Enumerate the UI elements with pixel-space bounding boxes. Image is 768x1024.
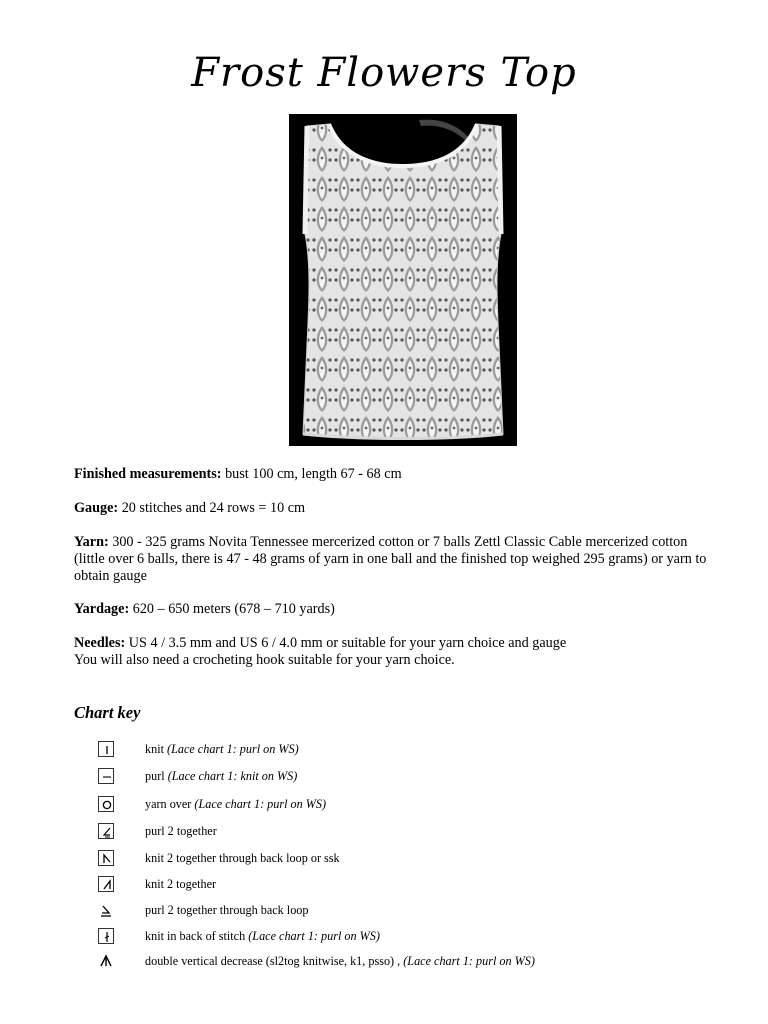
knit-icon [98,741,114,757]
purl-2-together-icon [98,823,114,839]
purl-icon [98,768,114,784]
yardage-value: 620 – 650 meters (678 – 710 yards) [129,601,335,617]
chart-key-item-knit-back-loop [98,928,698,946]
chart-key-text: yarn over (Lace chart 1: purl on WS) [145,797,327,811]
finished-measurements-label: Finished measurements: [74,466,222,482]
chart-key-item-knit [98,741,698,759]
pattern-title: Frost Flowers Top [191,50,577,96]
chart-key-item-ssk [98,850,698,868]
purl-2-together-tbl-icon [98,902,114,918]
chart-key-text: purl (Lace chart 1: knit on WS) [145,769,298,783]
chart-key-item-knit-2-together [98,876,698,894]
yardage [74,601,714,618]
finished-measurements [74,466,714,483]
chart-key-text: double vertical decrease (sl2tog knitwise, k1, psso) , (Lace chart 1: purl on WS) [145,954,535,968]
ssk-icon [98,850,114,866]
yarn-label: Yarn: [74,534,109,550]
chart-key-text: knit in back of stitch (Lace chart 1: purl on WS) [145,929,380,943]
finished-measurements-value: bust 100 cm, length 67 - 68 cm [221,466,402,482]
knitted-lace-top-photo [289,114,517,446]
chart-key-item-purl-2-together-tbl [98,902,698,920]
chart-key-text: knit (Lace chart 1: purl on WS) [145,742,299,756]
yarn [74,534,714,585]
yarn-over-icon [98,796,114,812]
gauge [74,500,714,517]
double-vertical-decrease-icon [98,953,114,969]
chart-key-item-double-vertical-decrease [98,953,698,971]
chart-key-text: purl 2 together through back loop [145,903,309,917]
gauge-value: 20 stitches and 24 rows = 10 cm [118,500,306,516]
needles-extra: You will also need a crocheting hook suitable for your yarn choice. [74,652,455,668]
needles-value: US 4 / 3.5 mm and US 6 / 4.0 mm or suitable for your yarn choice and gauge [125,635,567,651]
chart-key-text: knit 2 together through back loop or ssk [145,851,340,865]
knit-back-loop-icon [98,928,114,944]
yardage-label: Yardage: [74,601,130,617]
chart-key-text: knit 2 together [145,877,217,891]
chart-key-item-yarn-over [98,796,698,814]
needles [74,635,714,669]
yarn-value: 300 - 325 grams Novita Tennessee mercerized cotton or 7 balls Zettl Classic Cable mercerized cotton (little over 6 balls, there is 47 - 48 grams of yarn in one ball and the finished top weighed 295 grams) or yarn to obtain gauge [74,534,707,584]
chart-key-heading: Chart key [74,703,141,722]
gauge-label: Gauge: [74,500,119,516]
chart-key-text: purl 2 together [145,824,217,838]
knit-2-together-icon [98,876,114,892]
chart-key-item-purl [98,768,698,786]
chart-key-item-purl-2-together [98,823,698,841]
needles-label: Needles: [74,635,126,651]
